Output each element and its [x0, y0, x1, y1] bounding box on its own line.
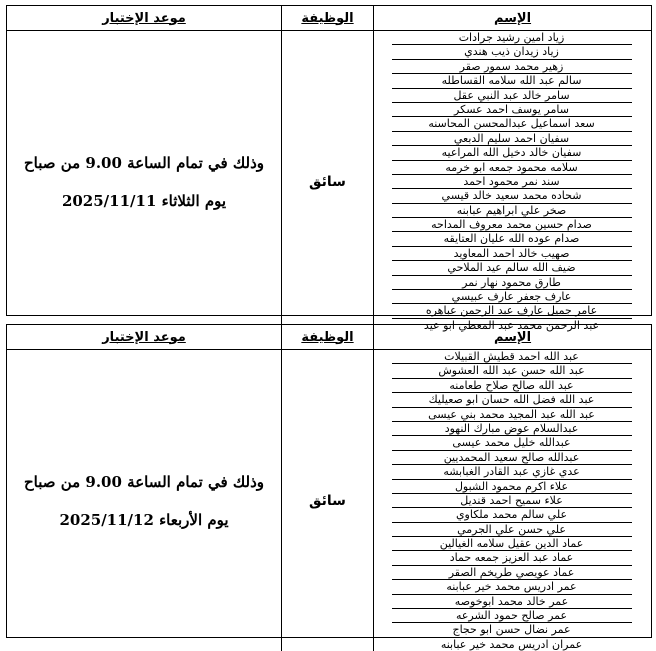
exam-day: يوم الأربعاء 2025/11/12 — [59, 510, 229, 529]
date-cell — [7, 31, 281, 332]
name-row: علاء اكرم محمود الشبول — [392, 480, 632, 494]
name-row: عبد الله عبد المجيد محمد بني عيسى — [392, 408, 632, 422]
name-row: سفيان احمد سليم الدبعي — [392, 132, 632, 146]
name-row: صخر علي ابراهيم عبابنه — [392, 204, 632, 218]
exam-day: يوم الثلاثاء 2025/11/11 — [61, 191, 227, 210]
date-cell — [7, 350, 281, 651]
name-row: زياد امين رشيد جرادات — [392, 31, 632, 45]
name-row: علي سالم محمد ملكاوي — [392, 508, 632, 522]
name-row: عبدالله صالح سعيد المحمديين — [392, 451, 632, 465]
exam-time: وذلك في تمام الساعة 9.00 من صباح — [23, 472, 265, 491]
header-date: موعد الإختبار — [102, 10, 186, 26]
header-job: الوظيفة — [281, 6, 373, 30]
name-row: سلامه محمود جمعه ابو خرمه — [392, 161, 632, 175]
job-cell: سائق — [281, 31, 373, 332]
table-body — [7, 350, 651, 651]
names-column — [373, 31, 651, 332]
name-row: عمر ادريس محمد خير عبابنه — [392, 580, 632, 594]
names-list — [392, 350, 632, 651]
table-header — [7, 6, 651, 31]
header-name: الإسم — [373, 6, 651, 30]
name-row: زياد زيدان ذيب هندي — [392, 45, 632, 59]
header-job: الوظيفة — [281, 325, 373, 349]
name-row: سفيان خالد دخيل الله المراعيه — [392, 146, 632, 160]
name-row: سامر خالد عبد النبي عقل — [392, 89, 632, 103]
header-name: الإسم — [373, 325, 651, 349]
name-row: عامر جميل عارف عبد الرحمن عباهره — [392, 304, 632, 318]
header-date: موعد الإختبار — [102, 329, 186, 345]
name-row: عماد الدين عقيل سلامه الغيالين — [392, 537, 632, 551]
name-row: صدام عوده الله عليان العتايقه — [392, 232, 632, 246]
name-row: عبد الرحمن محمد عبد المعطي ابو عيد — [423, 318, 600, 332]
schedule-table-1 — [6, 5, 652, 332]
name-row: عدي غازي عبد القادر الغبابشه — [392, 465, 632, 479]
name-row: عماد عبد العزيز جمعه حماد — [392, 551, 632, 565]
name-row: علي حسن علي الجرمي — [392, 523, 632, 537]
names-column — [373, 350, 651, 651]
name-row: علاء سميح احمد قنديل — [392, 494, 632, 508]
name-row: عبدالسلام عوض مبارك النهود — [392, 422, 632, 436]
name-row: سعد اسماعيل عبدالمحسن المحاسنه — [392, 117, 632, 131]
names-list — [392, 31, 632, 332]
name-row: سند نمر محمود احمد — [392, 175, 632, 189]
name-row: عبد الله فضل الله حسان ابو صعيليك — [392, 393, 632, 407]
name-row: صدام حسين محمد معروف المداحه — [392, 218, 632, 232]
schedule-table-2 — [6, 324, 652, 651]
name-row: صهيب خالد احمد المعاويد — [392, 247, 632, 261]
exam-time: وذلك في تمام الساعة 9.00 من صباح — [23, 153, 265, 172]
name-row: سامر يوسف احمد عسكر — [392, 103, 632, 117]
table-body — [7, 31, 651, 332]
name-row: عماد عويصي طريخم الصقر — [392, 566, 632, 580]
name-row: شحاده محمد سعيد خالد قيسي — [392, 189, 632, 203]
name-row: عمر خالد محمد ابوخوصه — [392, 595, 632, 609]
name-row: عارف جعفر عارف عبيسي — [392, 290, 632, 304]
name-row: ضيف الله سالم عيد الملاحي — [392, 261, 632, 275]
job-cell: سائق — [281, 350, 373, 651]
name-row: عمران ادريس محمد خير عبابنه — [440, 637, 583, 651]
name-row: عبد الله صالح صلاح طعامنه — [392, 379, 632, 393]
name-row: سالم عبد الله سلامه القساطله — [392, 74, 632, 88]
name-row: زهير محمد سمور صقر — [392, 60, 632, 74]
name-row: عمر صالح حمود الشرعه — [392, 609, 632, 623]
name-row: عمر نضال حسن ابو حجاج — [392, 623, 632, 637]
table-header — [7, 325, 651, 350]
name-row: عبد الله حسن عبد الله العشوش — [392, 364, 632, 378]
name-row: طارق محمود نهار نمر — [392, 276, 632, 290]
name-row: عبدالله خليل محمد عيسى — [392, 436, 632, 450]
name-row: عبد الله احمد قطيش القبيلات — [392, 350, 632, 364]
